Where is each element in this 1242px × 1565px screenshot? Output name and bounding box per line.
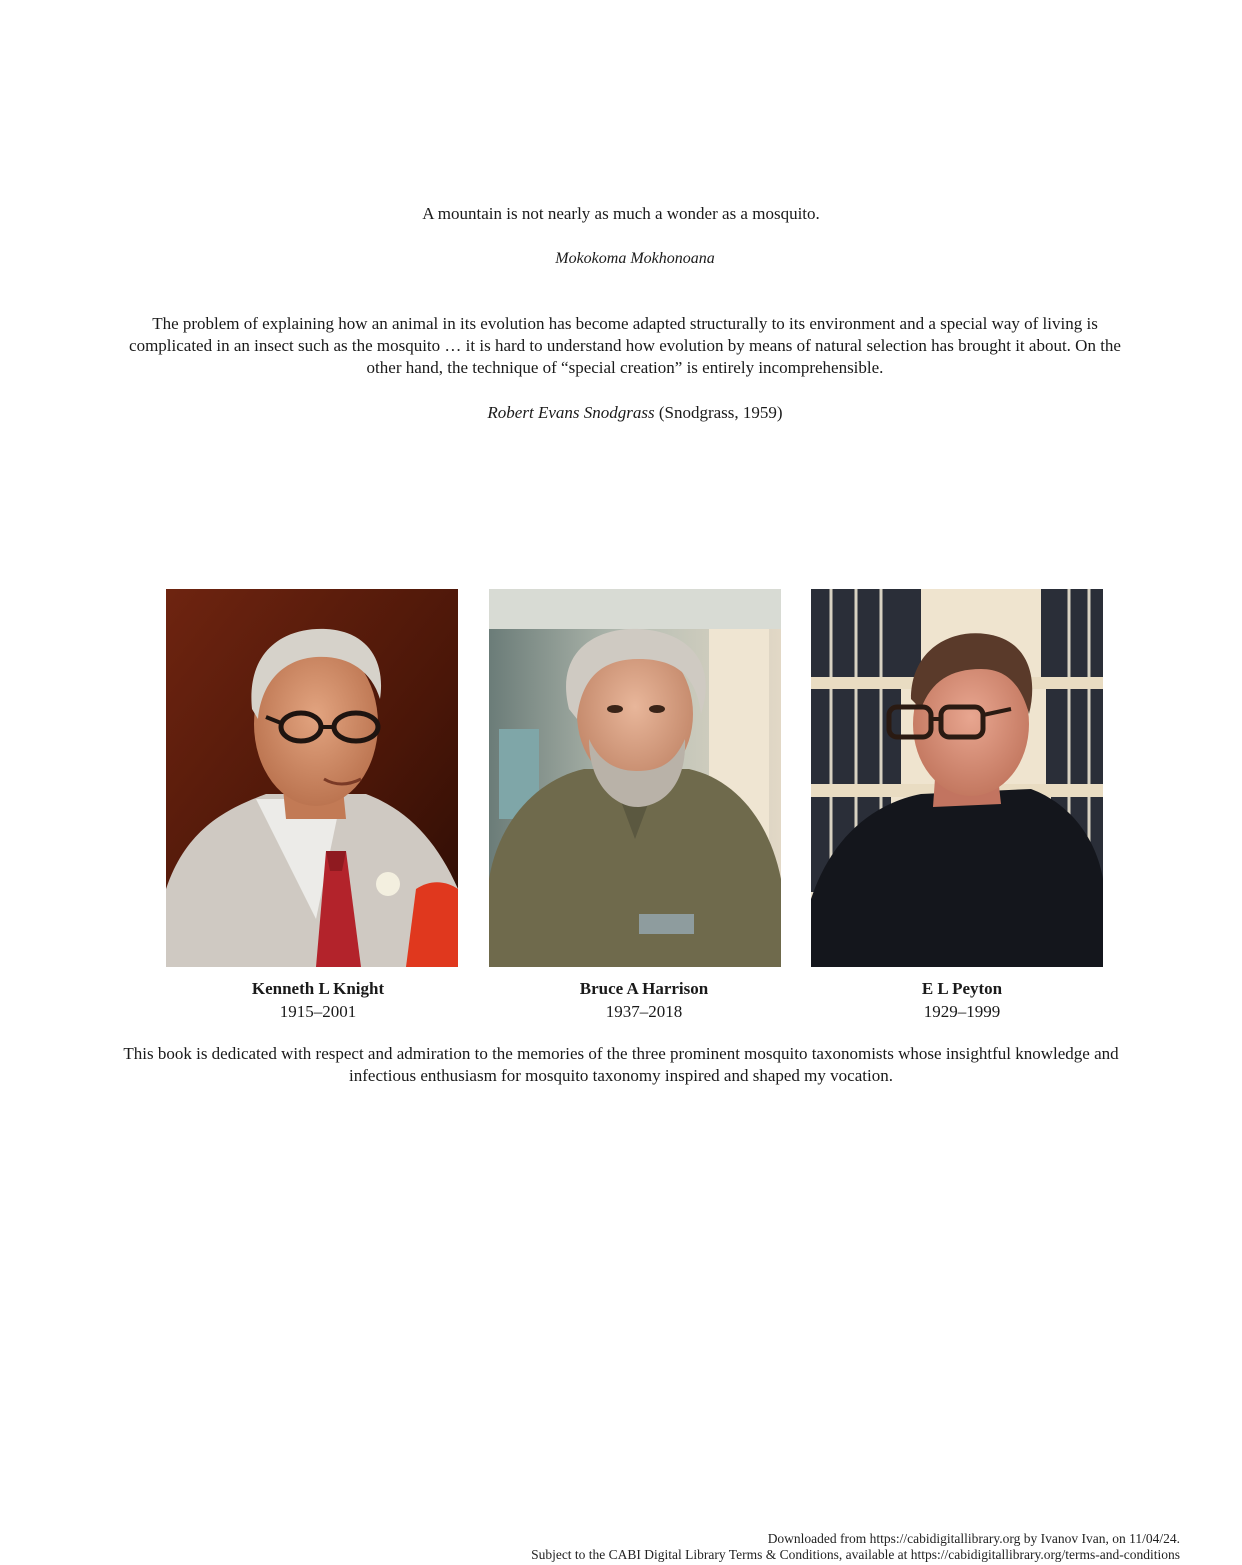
portrait-years: 1937–2018: [605, 1002, 683, 1021]
portrait-caption-knight: [172, 977, 464, 1023]
epigraph-author: Mokokoma Mokhonoana: [555, 250, 715, 267]
portrait-name: E L Peyton: [921, 979, 1003, 998]
epigraph-quote-long: The problem of explaining how an animal in its evolution has become adapted structurally to its environment and a special way of living is complicated in an insect such as the mosquito … it is hard to understand how evolution by means of natural selection has brought it about. On the other hand, the technique of “special creation” is entirely incomprehensible.: [129, 314, 1121, 377]
portrait-years: 1929–1999: [923, 1002, 1001, 1021]
portrait-photo-peyton: [811, 589, 1103, 967]
portrait-photo-knight: [166, 589, 458, 967]
epigraph-quote: A mountain is not nearly as much a wonder as a mosquito.: [422, 204, 820, 223]
footer-terms-line: Subject to the CABI Digital Library Terms & Conditions, available at https://cabidigitallibrary.org/terms-and-conditions: [531, 1547, 1180, 1562]
portrait-name: Bruce A Harrison: [579, 979, 709, 998]
epigraph-attribution: [0, 402, 1242, 424]
portrait-name: Kenneth L Knight: [251, 979, 385, 998]
epigraph-author-long: Robert Evans Snodgrass: [487, 403, 655, 422]
portrait-photo-harrison: [489, 589, 781, 967]
dedication-text: This book is dedicated with respect and admiration to the memories of the three prominent mosquito taxonomists whose insightful knowledge and infectious enthusiasm for mosquito taxonomy inspired and shaped my vocation.: [123, 1044, 1119, 1085]
download-footer: [531, 1531, 1180, 1563]
portrait-years: 1915–2001: [279, 1002, 357, 1021]
portrait-caption-peyton: [816, 977, 1108, 1023]
portrait-caption-harrison: [498, 977, 790, 1023]
epigraph-citation: (Snodgrass, 1959): [658, 403, 783, 422]
footer-download-line: Downloaded from https://cabidigitallibrary.org by Ivanov Ivan, on 11/04/24.: [767, 1531, 1180, 1546]
